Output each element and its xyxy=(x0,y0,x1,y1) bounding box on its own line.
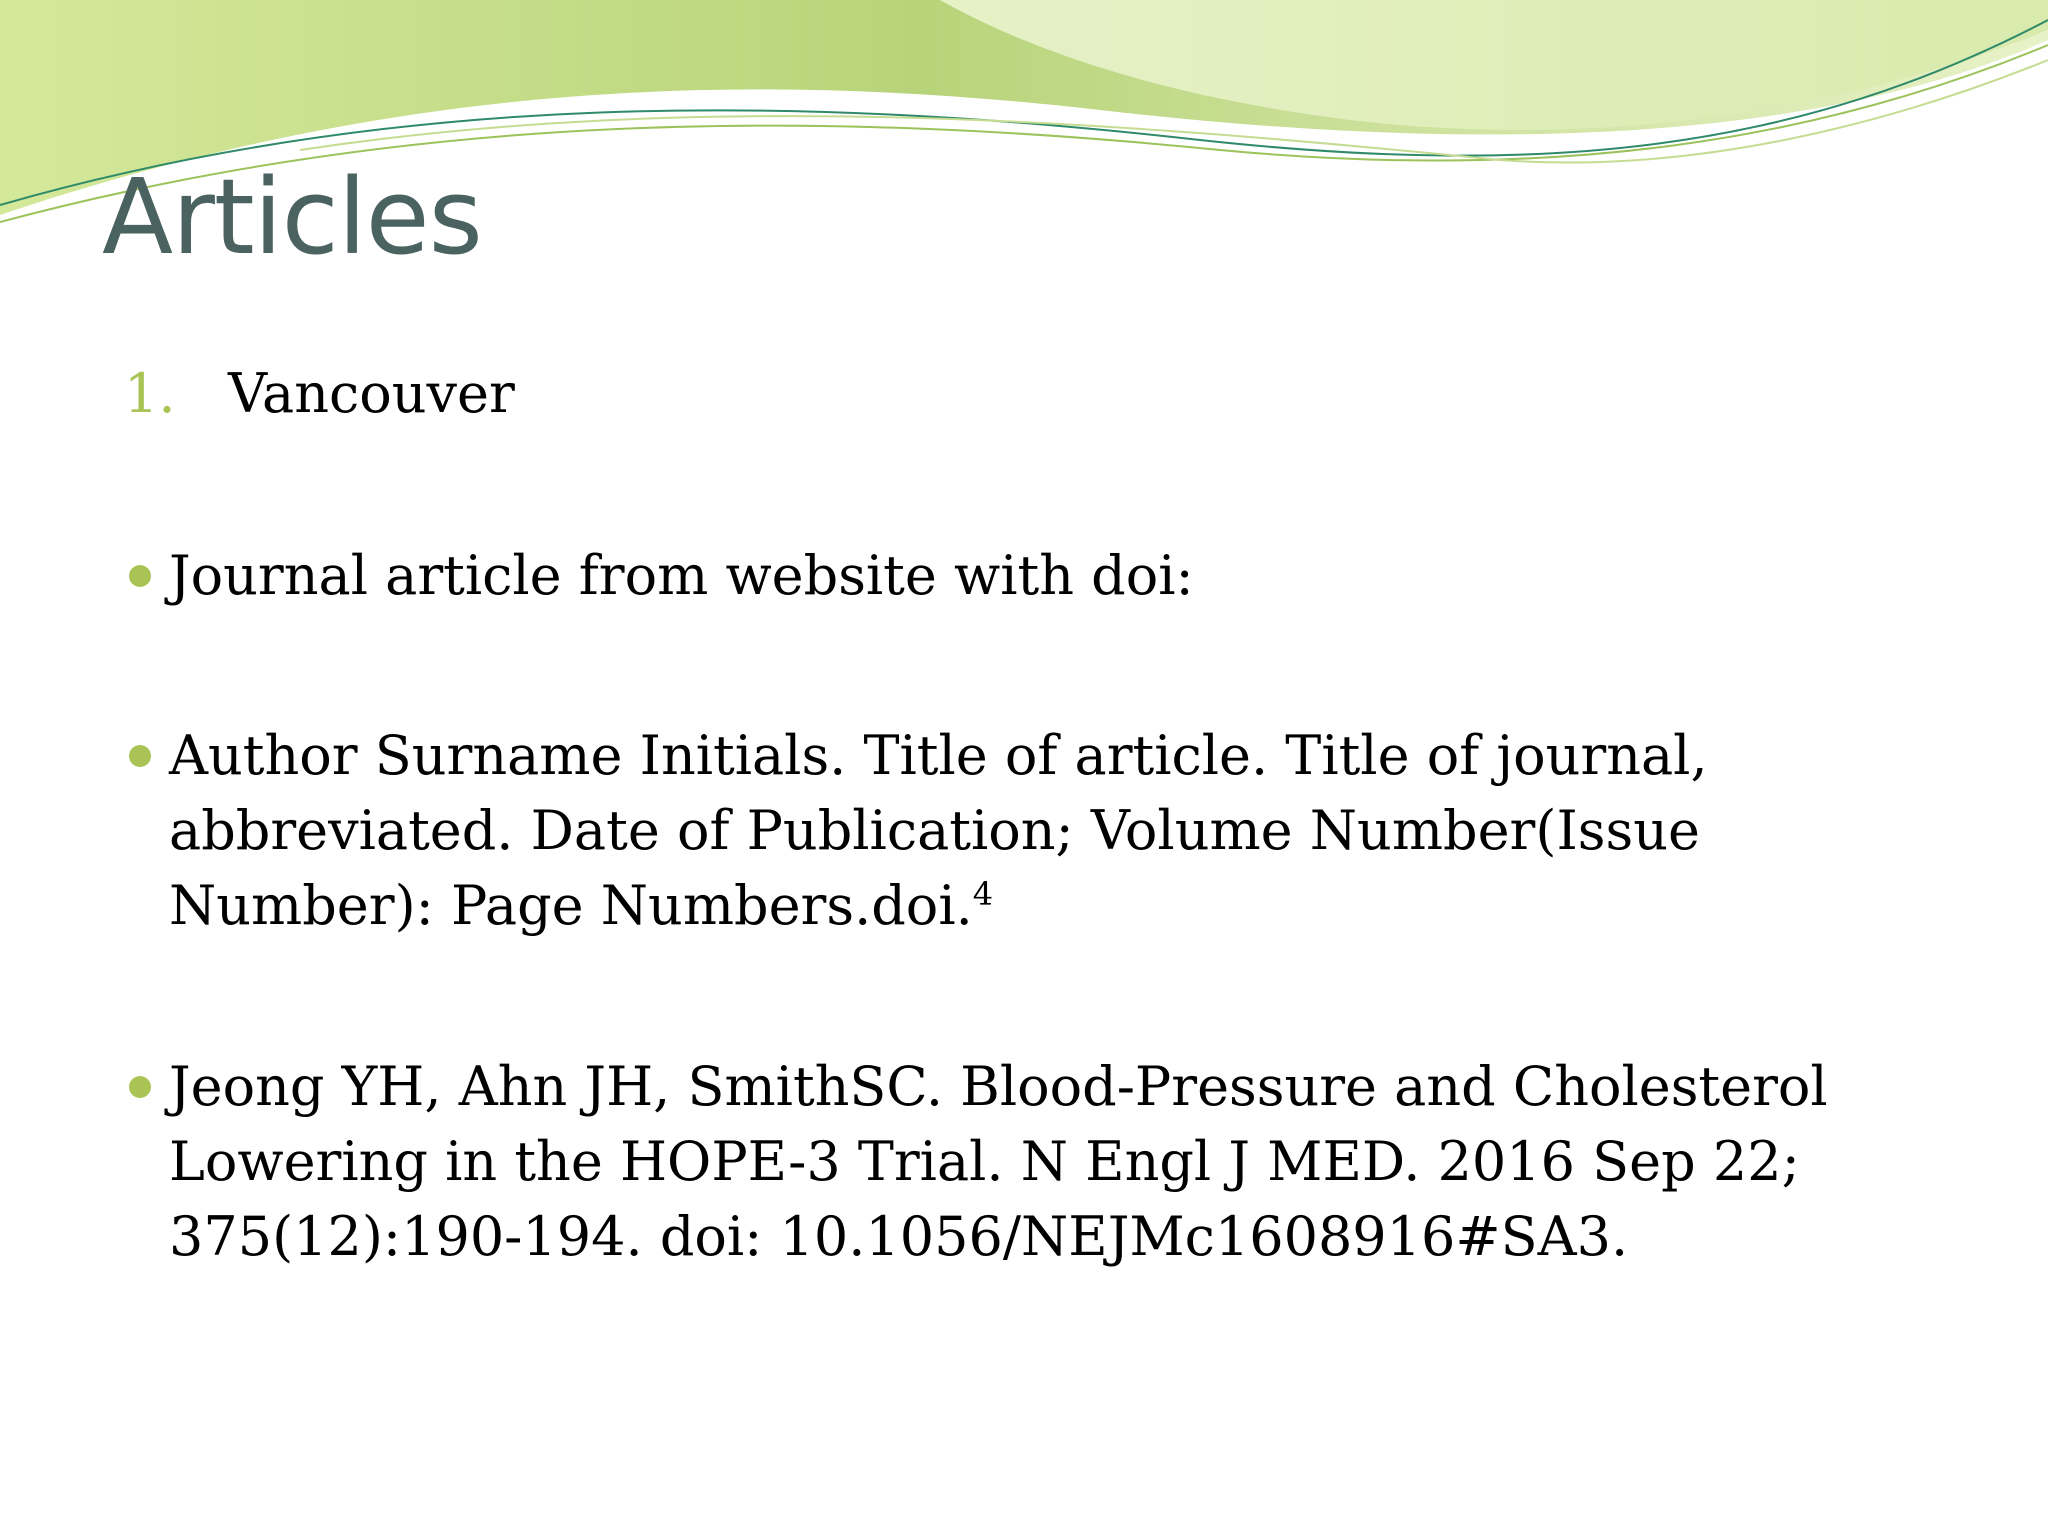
bullet-dot-icon xyxy=(129,1076,151,1098)
bullet-text-wrapper xyxy=(169,718,1909,943)
reference-superscript: 4 xyxy=(972,875,994,913)
bullet-item xyxy=(129,718,1909,943)
bullet-text: Author Surname Initials. Title of article. Title of journal, abbreviated. Date of Publication; Volume Number(Issue Number): Page Numbers.doi. xyxy=(169,724,1708,937)
bullet-dot-icon xyxy=(129,745,151,767)
bullet-text: Journal article from website with doi: xyxy=(169,544,1194,607)
bullet-text: Jeong YH, Ahn JH, SmithSC. Blood-Pressure and Cholesterol Lowering in the HOPE-3 Trial. N Engl J MED. 2016 Sep 22; 375(12):190-194. doi: 10.1056/NEJMc1608916#SA3. xyxy=(169,1055,1828,1268)
numbered-item xyxy=(124,362,515,427)
item-number: 1. xyxy=(124,362,176,425)
item-label: Vancouver xyxy=(228,362,515,425)
slide-title: Articles xyxy=(102,156,482,278)
bullet-dot-icon xyxy=(129,565,151,587)
bullet-item xyxy=(129,538,1909,613)
bullet-item xyxy=(129,1049,1909,1274)
